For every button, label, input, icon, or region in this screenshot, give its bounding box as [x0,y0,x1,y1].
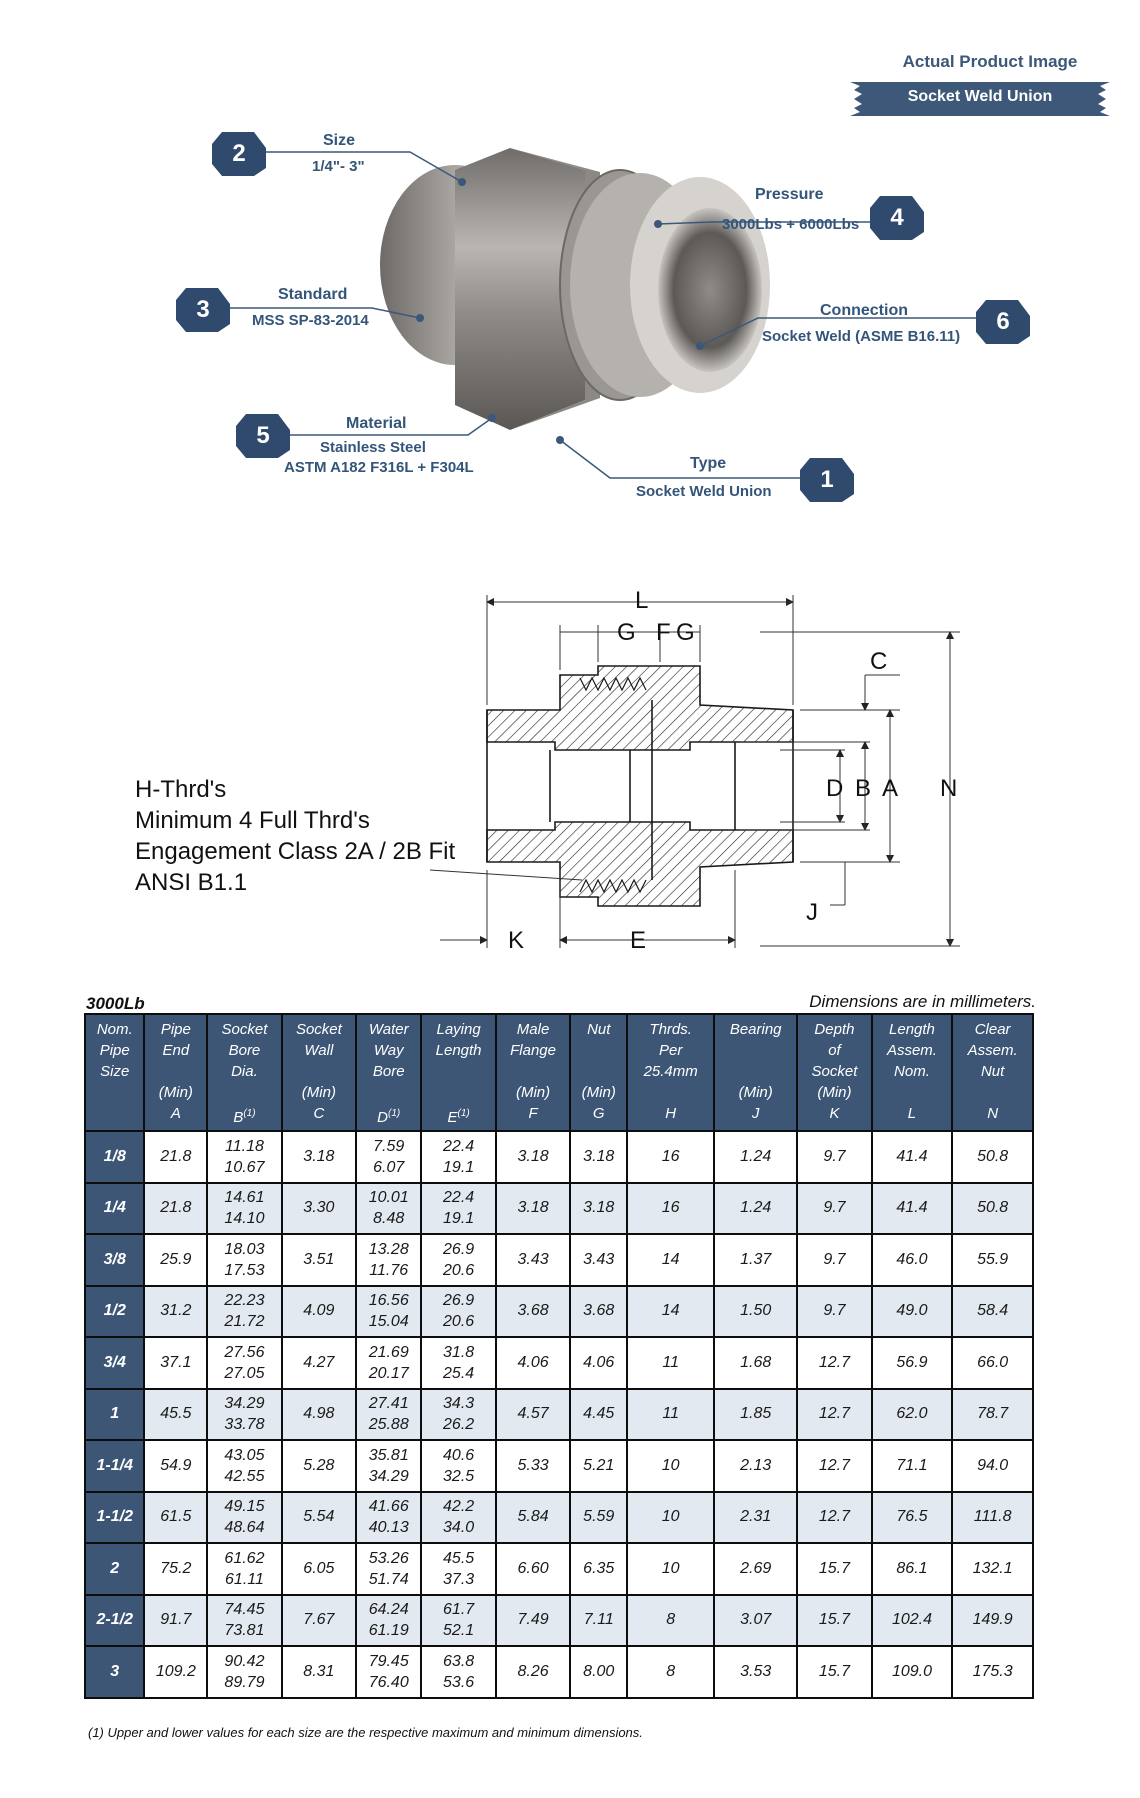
dim-label-J: J [806,899,818,926]
cell-d-max: 13.28 [368,1240,409,1258]
cell-size: 1-1/4 [85,1440,144,1492]
header-water-way-d: Water Way Bore $D^{(1)}$ [356,1014,421,1131]
cell-size: 1/8 [85,1131,144,1183]
type-value: Socket Weld Union [636,483,772,500]
cell-size: 3/8 [85,1234,144,1286]
table-row [85,1440,1033,1492]
cell-e-min: 20.6 [443,1261,475,1279]
cell-e-max: 34.3 [443,1395,475,1413]
dim-label-E: E [630,927,647,954]
cell-k: 12.7 [797,1492,871,1544]
cell-j: 1.85 [714,1389,797,1441]
cell-e-min: 37.3 [443,1570,475,1588]
dim-label-A: A [882,775,899,802]
header-nut-g: Nut (Min) G [570,1014,627,1131]
cell-j: 1.68 [714,1337,797,1389]
cell-e-max: 22.4 [443,1189,475,1207]
cell-a: 31.2 [144,1286,207,1338]
cell-e [421,1492,495,1544]
cell-b-min: 42.55 [224,1467,265,1485]
cell-e-min: 32.5 [443,1467,475,1485]
cell-b [207,1234,281,1286]
cell-e [421,1286,495,1338]
cell-f: 3.68 [496,1286,570,1338]
cell-l: 56.9 [872,1337,953,1389]
cell-j: 1.37 [714,1234,797,1286]
cell-b-max: 61.62 [224,1549,265,1567]
cell-n: 55.9 [952,1234,1033,1286]
cell-f: 4.06 [496,1337,570,1389]
cell-d [356,1131,421,1183]
cell-c: 3.30 [282,1183,356,1235]
cell-h: 8 [627,1595,714,1647]
thread-note-1: H-Thrd's [135,776,227,803]
thread-note-4: ANSI B1.1 [135,869,248,896]
cell-n: 50.8 [952,1131,1033,1183]
standard-value: MSS SP-83-2014 [252,312,369,329]
cell-b-min: 61.11 [225,1570,264,1588]
cell-e [421,1543,495,1595]
cell-k: 9.7 [797,1131,871,1183]
cell-b-min: 14.10 [224,1210,265,1228]
cell-b-max: 14.61 [224,1189,265,1207]
cell-l: 71.1 [872,1440,953,1492]
table-header-row [85,1014,1033,1131]
cell-d-min: 34.29 [368,1467,409,1485]
cell-e-min: 34.0 [443,1519,475,1537]
badge-1-number: 1 [820,466,834,493]
cell-c: 4.09 [282,1286,356,1338]
table-row [85,1131,1033,1183]
cell-l: 102.4 [872,1595,953,1647]
cell-l: 41.4 [872,1183,953,1235]
cell-d-min: 11.76 [369,1261,409,1279]
cell-b-min: 89.79 [224,1673,265,1691]
cell-size: 3 [85,1646,144,1698]
material-value-2: ASTM A182 F316L + F304L [284,459,474,476]
cell-b-max: 18.03 [224,1240,265,1258]
connection-value: Socket Weld (ASME B16.11) [762,328,961,345]
cell-b [207,1337,281,1389]
cell-d-min: 40.13 [368,1519,409,1537]
cell-h: 16 [627,1183,714,1235]
thread-note-2: Minimum 4 Full Thrd's [135,807,370,834]
cell-d-max: 10.01 [368,1189,409,1207]
cell-e [421,1234,495,1286]
cell-k: 15.7 [797,1543,871,1595]
dim-label-B: B [855,775,872,802]
cell-size: 1 [85,1389,144,1441]
cell-e-max: 26.9 [443,1292,475,1310]
cell-n: 78.7 [952,1389,1033,1441]
cell-b [207,1492,281,1544]
cell-j: 1.24 [714,1183,797,1235]
product-photo [0,0,1140,540]
cell-size: 1-1/2 [85,1492,144,1544]
cell-b-min: 33.78 [224,1416,265,1434]
header-nom-pipe-size: Nom. Pipe Size [85,1014,144,1131]
cell-e-max: 61.7 [443,1601,475,1619]
cell-d-min: 51.74 [368,1570,409,1588]
cell-e [421,1131,495,1183]
cell-k: 9.7 [797,1183,871,1235]
cell-e-min: 20.6 [443,1313,475,1331]
cell-j: 2.31 [714,1492,797,1544]
banner-subtitle: Socket Weld Union [907,88,1053,105]
cell-l: 109.0 [872,1646,953,1698]
type-heading: Type [690,455,727,472]
dim-label-K: K [508,927,525,954]
cell-e-max: 22.4 [443,1137,475,1155]
cell-k: 15.7 [797,1595,871,1647]
cell-size: 2 [85,1543,144,1595]
pressure-value: 3000Lbs + 6000Lbs [722,216,860,233]
cell-f: 3.18 [496,1183,570,1235]
table-class-label: 3000Lb [86,994,145,1013]
cell-d-min: 25.88 [368,1416,409,1434]
cell-b-max: 49.15 [224,1498,265,1516]
cell-g: 5.21 [570,1440,627,1492]
cell-e-min: 53.6 [443,1673,475,1691]
cell-d [356,1389,421,1441]
standard-heading: Standard [278,286,348,303]
cell-k: 12.7 [797,1440,871,1492]
cell-e-max: 63.8 [443,1652,475,1670]
header-laying-length-e: Laying Length $E^{(1)}$ [421,1014,495,1131]
cell-e-min: 25.4 [443,1364,475,1382]
cell-d [356,1337,421,1389]
dim-label-C: C [870,648,888,675]
cell-d [356,1234,421,1286]
cell-b [207,1183,281,1235]
cell-h: 16 [627,1131,714,1183]
header-threads-h: Thrds. Per 25.4mm H [627,1014,714,1131]
cell-l: 41.4 [872,1131,953,1183]
cell-c: 4.27 [282,1337,356,1389]
cell-l: 46.0 [872,1234,953,1286]
badge-3-number: 3 [196,296,210,323]
cell-b [207,1286,281,1338]
cell-a: 61.5 [144,1492,207,1544]
cell-g: 6.35 [570,1543,627,1595]
header-clear-nut-n: Clear Assem. Nut N [952,1014,1033,1131]
cell-a: 21.8 [144,1183,207,1235]
material-value: Stainless Steel [320,439,426,456]
cell-c: 5.28 [282,1440,356,1492]
cell-g: 3.18 [570,1131,627,1183]
cell-d-max: 53.26 [368,1549,409,1567]
connection-heading: Connection [820,302,908,319]
cell-b-max: 43.05 [224,1446,265,1464]
cell-j: 3.07 [714,1595,797,1647]
cell-e [421,1183,495,1235]
pressure-heading: Pressure [755,186,824,203]
table-units-note: Dimensions are in millimeters. [809,992,1036,1011]
cell-k: 12.7 [797,1389,871,1441]
cell-c: 3.51 [282,1234,356,1286]
cell-d-max: 64.24 [368,1601,409,1619]
cell-d [356,1646,421,1698]
cell-b-min: 73.81 [224,1622,265,1640]
cell-e [421,1389,495,1441]
cell-d [356,1492,421,1544]
cell-n: 94.0 [952,1440,1033,1492]
cell-b [207,1646,281,1698]
cell-size: 3/4 [85,1337,144,1389]
cell-f: 6.60 [496,1543,570,1595]
cell-d-min: 20.17 [368,1364,409,1382]
cell-g: 5.59 [570,1492,627,1544]
dim-label-N: N [940,775,958,802]
cell-e-min: 26.2 [443,1416,475,1434]
cell-h: 10 [627,1492,714,1544]
header-socket-depth-k: Depth of Socket (Min) K [797,1014,871,1131]
cell-d-max: 41.66 [368,1498,409,1516]
cell-e-min: 52.1 [443,1622,475,1640]
cell-b-max: 22.23 [224,1292,265,1310]
cell-g: 3.68 [570,1286,627,1338]
cell-n: 58.4 [952,1286,1033,1338]
banner-title: Actual Product Image [902,52,1078,71]
cell-e-max: 26.9 [443,1240,475,1258]
table-row [85,1595,1033,1647]
table-row [85,1234,1033,1286]
size-heading: Size [323,132,356,149]
header-male-flange-f: Male Flange (Min) F [496,1014,570,1131]
cell-h: 8 [627,1646,714,1698]
cell-n: 111.8 [952,1492,1033,1544]
cell-n: 175.3 [952,1646,1033,1698]
cell-d [356,1440,421,1492]
table-row [85,1646,1033,1698]
cell-d-max: 16.56 [368,1292,409,1310]
dim-label-F: F [656,619,671,646]
cell-e-max: 42.2 [443,1498,475,1516]
cell-d-min: 8.48 [373,1210,405,1228]
cell-f: 4.57 [496,1389,570,1441]
cell-f: 5.84 [496,1492,570,1544]
cell-a: 75.2 [144,1543,207,1595]
cell-c: 4.98 [282,1389,356,1441]
cell-c: 6.05 [282,1543,356,1595]
table-row [85,1286,1033,1338]
thread-note-3: Engagement Class 2A / 2B Fit [135,838,456,865]
badge-2-number: 2 [232,140,246,167]
badge-4-number: 4 [890,204,904,231]
table-row [85,1183,1033,1235]
cell-b-max: 11.18 [225,1137,264,1155]
cell-e [421,1595,495,1647]
cell-l: 86.1 [872,1543,953,1595]
header-bearing-j: Bearing (Min) J [714,1014,797,1131]
cell-j: 1.50 [714,1286,797,1338]
cell-n: 132.1 [952,1543,1033,1595]
cell-b-max: 90.42 [224,1652,265,1670]
cell-b [207,1389,281,1441]
cell-g: 8.00 [570,1646,627,1698]
cell-size: 1/4 [85,1183,144,1235]
cell-d [356,1286,421,1338]
cell-a: 109.2 [144,1646,207,1698]
cell-e-min: 19.1 [443,1210,475,1228]
cell-e-max: 45.5 [443,1549,475,1567]
cell-c: 7.67 [282,1595,356,1647]
header-length-l: Length Assem. Nom. L [872,1014,953,1131]
cell-b-min: 48.64 [224,1519,265,1537]
cell-c: 8.31 [282,1646,356,1698]
cell-d-max: 7.59 [373,1137,405,1155]
cell-e-max: 31.8 [443,1343,475,1361]
cell-e-max: 40.6 [443,1446,475,1464]
badge-5-number: 5 [256,422,270,449]
cell-a: 37.1 [144,1337,207,1389]
cell-d-min: 61.19 [368,1622,409,1640]
cell-k: 15.7 [797,1646,871,1698]
cell-b-max: 34.29 [224,1395,265,1413]
cell-d [356,1595,421,1647]
cell-a: 91.7 [144,1595,207,1647]
cell-d-max: 79.45 [368,1652,409,1670]
header-socket-bore-b: Socket Bore Dia. $B^{(1)}$ [207,1014,281,1131]
cell-b [207,1440,281,1492]
cell-k: 9.7 [797,1234,871,1286]
cell-a: 45.5 [144,1389,207,1441]
cell-g: 7.11 [570,1595,627,1647]
cell-d-max: 27.41 [368,1395,409,1413]
table-row [85,1492,1033,1544]
cell-e [421,1646,495,1698]
cell-l: 76.5 [872,1492,953,1544]
cell-g: 3.18 [570,1183,627,1235]
cell-j: 2.13 [714,1440,797,1492]
cell-size: 1/2 [85,1286,144,1338]
cell-d-max: 35.81 [368,1446,409,1464]
cell-b-min: 21.72 [224,1313,265,1331]
table-row [85,1389,1033,1441]
table-row [85,1543,1033,1595]
cell-d-min: 6.07 [373,1158,405,1176]
badge-6-number: 6 [996,308,1010,335]
cell-d [356,1543,421,1595]
dim-label-L: L [635,587,649,614]
cell-g: 3.43 [570,1234,627,1286]
cell-e [421,1440,495,1492]
cell-g: 4.06 [570,1337,627,1389]
cell-f: 3.18 [496,1131,570,1183]
cell-j: 2.69 [714,1543,797,1595]
cell-k: 12.7 [797,1337,871,1389]
cell-a: 21.8 [144,1131,207,1183]
cell-e [421,1337,495,1389]
cell-b-min: 17.53 [224,1261,265,1279]
cell-d-min: 76.40 [368,1673,409,1691]
cell-h: 14 [627,1234,714,1286]
cell-k: 9.7 [797,1286,871,1338]
cell-b-max: 27.56 [224,1343,265,1361]
cell-n: 149.9 [952,1595,1033,1647]
cell-l: 62.0 [872,1389,953,1441]
cell-n: 50.8 [952,1183,1033,1235]
dim-label-G-right: G [676,619,695,646]
technical-drawing [0,580,1140,960]
header-socket-wall-c: Socket Wall (Min) C [282,1014,356,1131]
cell-a: 25.9 [144,1234,207,1286]
cell-h: 11 [627,1389,714,1441]
table-body [85,1131,1033,1698]
cell-a: 54.9 [144,1440,207,1492]
cell-b-max: 74.45 [224,1601,265,1619]
cell-h: 10 [627,1543,714,1595]
cell-j: 3.53 [714,1646,797,1698]
size-value: 1/4"- 3" [312,158,365,175]
cell-n: 66.0 [952,1337,1033,1389]
cell-f: 3.43 [496,1234,570,1286]
cell-d-min: 15.04 [368,1313,409,1331]
dim-label-G-left: G [617,619,636,646]
cell-e-min: 19.1 [443,1158,475,1176]
cell-l: 49.0 [872,1286,953,1338]
cell-f: 7.49 [496,1595,570,1647]
cell-f: 8.26 [496,1646,570,1698]
material-heading: Material [346,415,407,432]
cell-b [207,1595,281,1647]
cell-j: 1.24 [714,1131,797,1183]
cell-h: 10 [627,1440,714,1492]
cell-b [207,1131,281,1183]
header-pipe-end-a: Pipe End (Min) A [144,1014,207,1131]
cell-d [356,1183,421,1235]
cell-h: 11 [627,1337,714,1389]
cell-f: 5.33 [496,1440,570,1492]
cell-b [207,1543,281,1595]
table-row [85,1337,1033,1389]
cell-b-min: 10.67 [224,1158,265,1176]
cell-h: 14 [627,1286,714,1338]
cell-size: 2-1/2 [85,1595,144,1647]
cell-b-min: 27.05 [224,1364,265,1382]
table-footnote: (1) Upper and lower values for each size are the respective maximum and minimum dimensions. [88,1725,643,1740]
cell-g: 4.45 [570,1389,627,1441]
dimension-table [84,1013,1034,1699]
cell-d-max: 21.69 [368,1343,409,1361]
cell-c: 5.54 [282,1492,356,1544]
dim-label-D: D [826,775,844,802]
cell-c: 3.18 [282,1131,356,1183]
